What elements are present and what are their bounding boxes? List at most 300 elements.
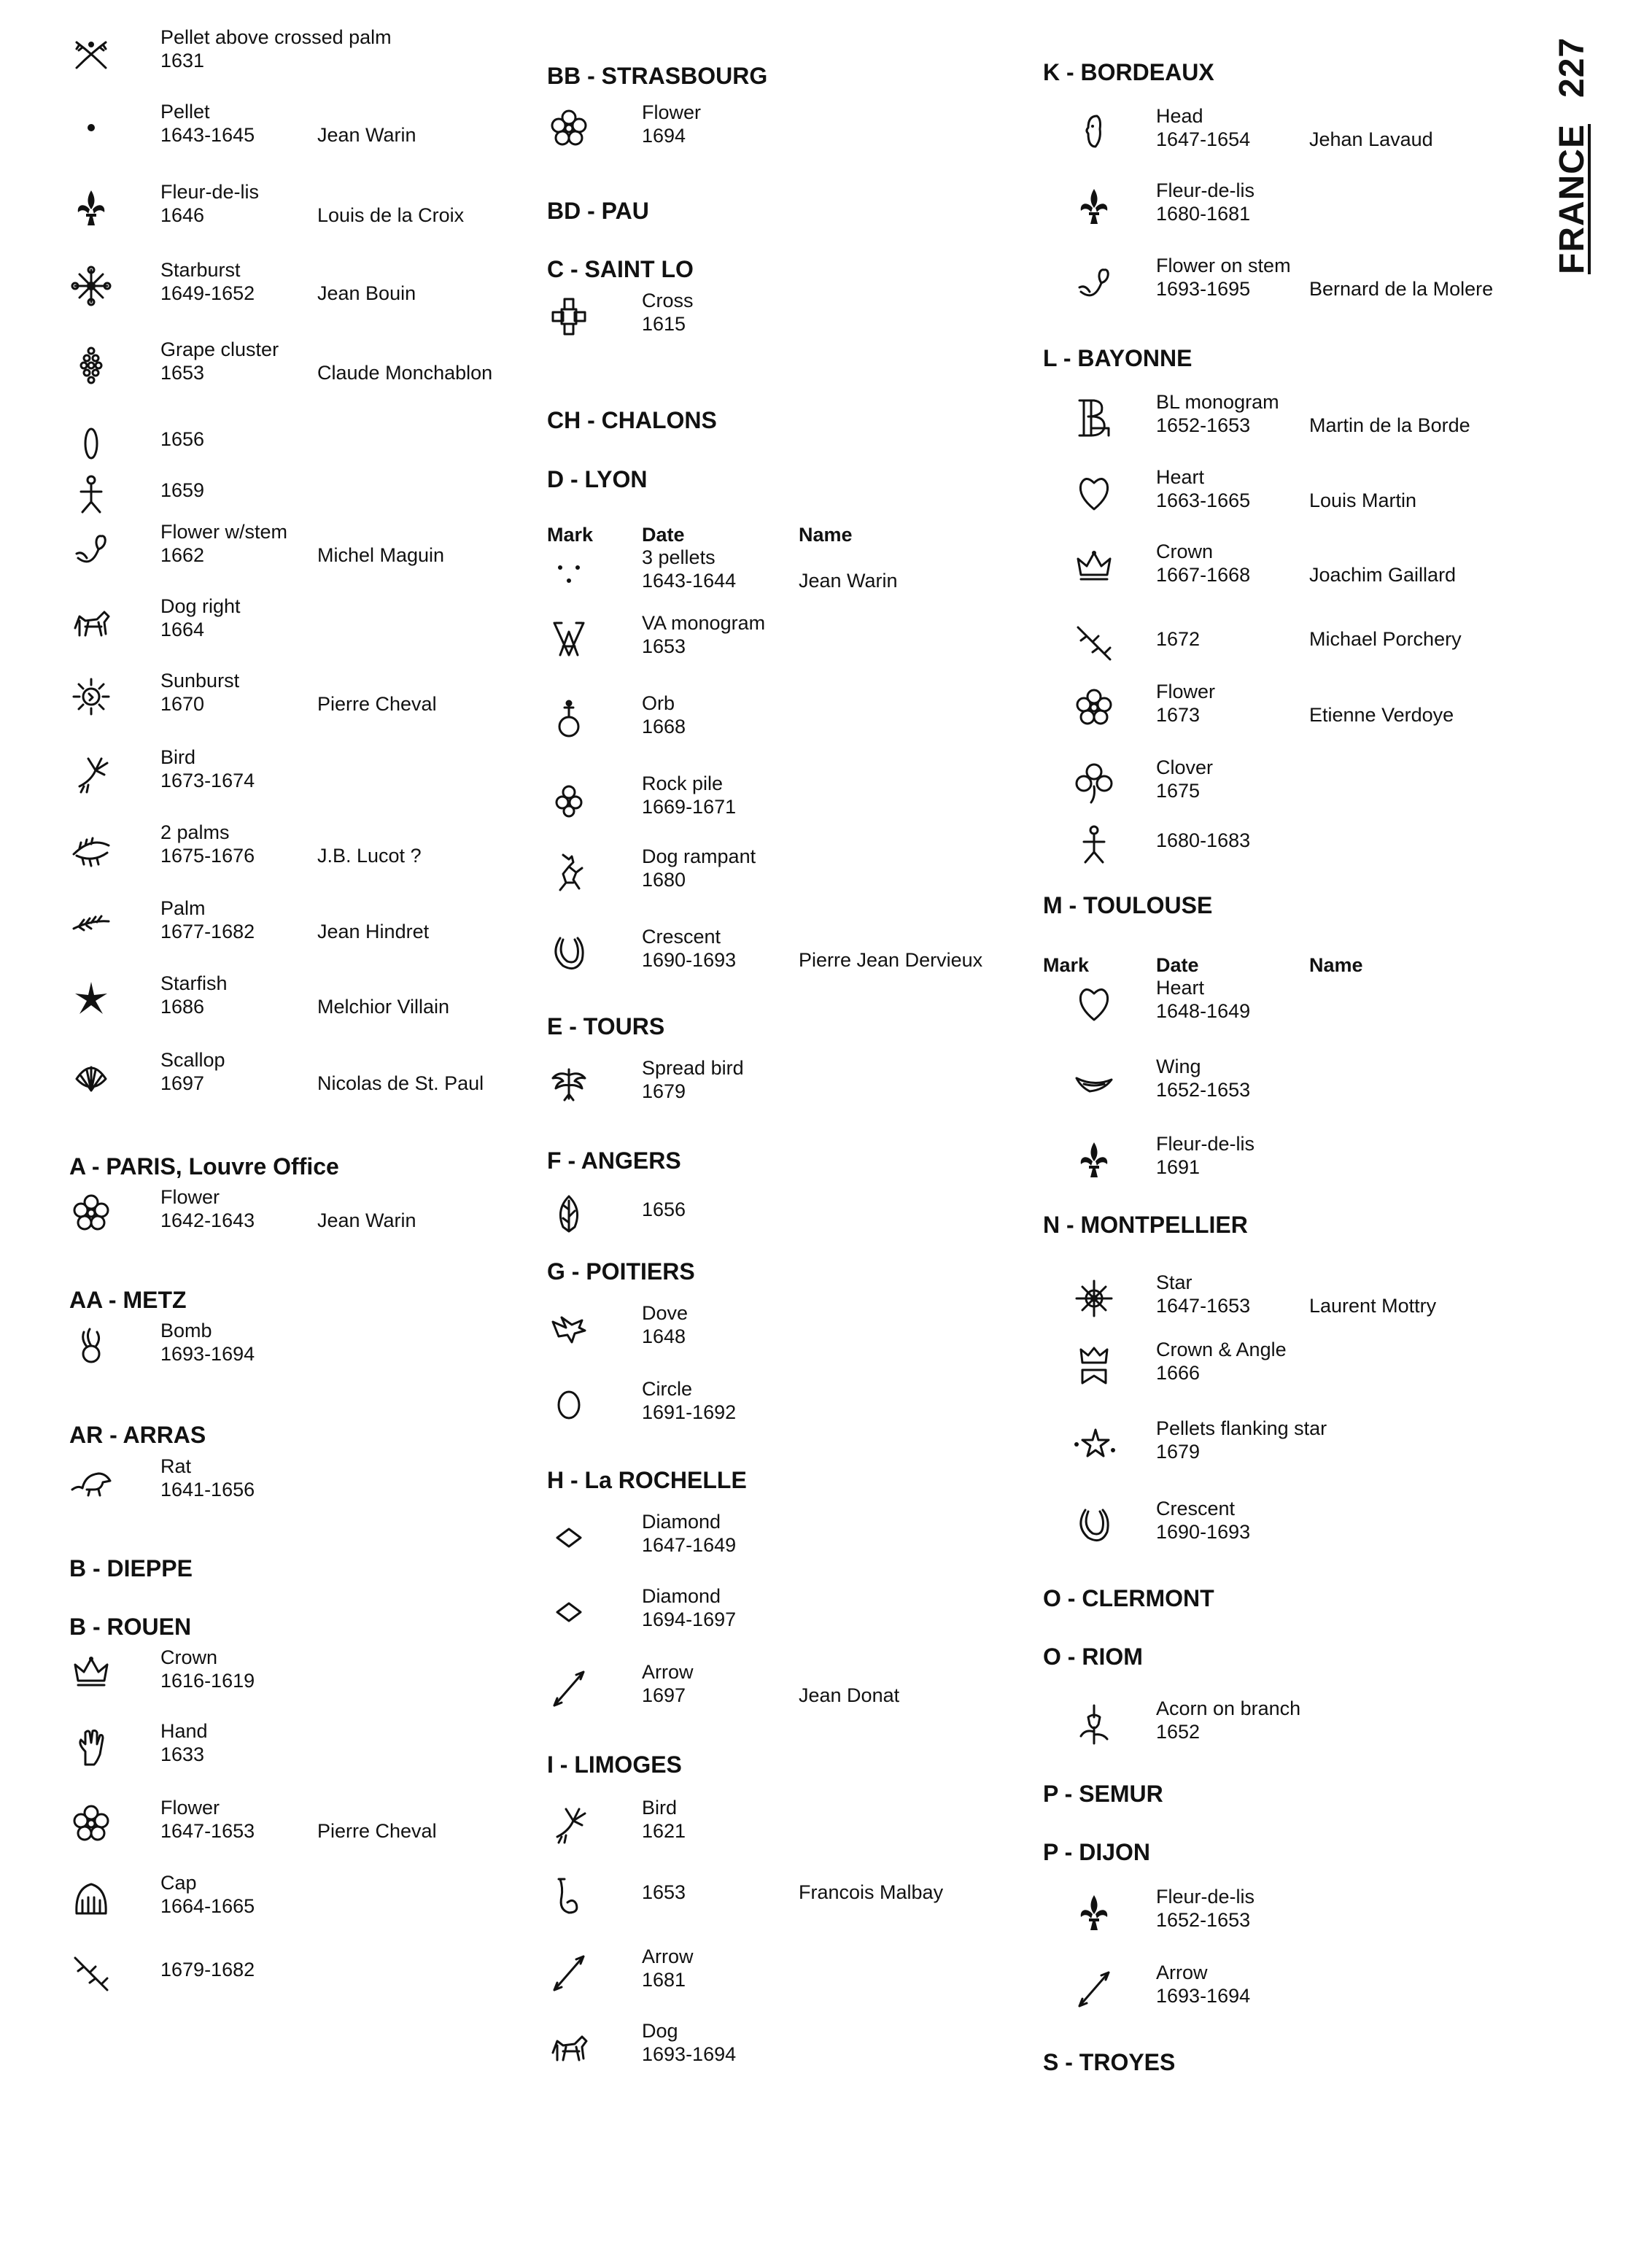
- mark-description: Fleur-de-lis: [160, 181, 260, 203]
- section-heading: H - La ROCHELLE: [547, 1467, 747, 1493]
- mint-mark-entry: [1072, 1055, 1583, 1106]
- hook-icon: [547, 1875, 591, 1919]
- mint-mark-entry: [547, 289, 1058, 340]
- mark-description: Pellet above crossed palm: [160, 26, 392, 48]
- dog-rampant-icon: [547, 851, 591, 894]
- mark-date: 1643-1645: [160, 124, 255, 146]
- arrow-icon: [1072, 1967, 1116, 2010]
- mint-mark-entry: [69, 416, 580, 467]
- star-icon: [1072, 1277, 1116, 1320]
- mint-mark-entry: [547, 611, 1058, 662]
- mark-date: 1648: [642, 1325, 686, 1347]
- column-headers: [1043, 954, 1554, 979]
- mint-mark-entry: [1072, 1132, 1583, 1183]
- bl-monogram-icon: [1072, 396, 1116, 440]
- mark-description: Crown & Angle: [1156, 1339, 1287, 1360]
- mark-date: 1668: [642, 716, 686, 737]
- section-heading: D - LYON: [547, 466, 648, 492]
- flower-icon: [69, 1802, 113, 1846]
- section-title: FRANCE: [1553, 124, 1591, 274]
- mint-mark-entry: [547, 1056, 1058, 1107]
- mintmaster-name: Pierre Cheval: [317, 1820, 437, 1842]
- mintmaster-name: Jehan Lavaud: [1309, 128, 1433, 150]
- cross-icon: [547, 295, 591, 338]
- mark-date: 1690-1693: [1156, 1521, 1251, 1543]
- mint-mark-entry: [547, 101, 1058, 152]
- mark-description: Clover: [1156, 756, 1214, 778]
- mark-date: 1694: [642, 125, 686, 147]
- branch-icon: [1072, 622, 1116, 665]
- mint-mark-entry: [69, 897, 580, 948]
- mint-mark-entry: [1072, 1271, 1583, 1322]
- mark-description: Dog rampant: [642, 845, 756, 867]
- bird-icon: [69, 751, 113, 795]
- mark-description: Flower: [160, 1797, 220, 1819]
- mint-mark-entry: [547, 1869, 1058, 1920]
- mark-description: Crescent: [642, 926, 721, 948]
- starfish-icon: [69, 977, 113, 1021]
- bomb-icon: [69, 1325, 113, 1368]
- mark-description: Fleur-de-lis: [1156, 179, 1255, 201]
- mark-date: 1652-1653: [1156, 1909, 1251, 1931]
- mark-date: 1694-1697: [642, 1608, 737, 1630]
- oval-icon: [69, 422, 113, 465]
- crown-icon: [1072, 546, 1116, 589]
- mark-date: 1663-1665: [1156, 489, 1251, 511]
- mark-description: Cap: [160, 1872, 197, 1894]
- mint-mark-entry: [1072, 1697, 1583, 1748]
- mark-date: 1680-1681: [1156, 203, 1251, 225]
- mark-description: Star: [1156, 1271, 1193, 1293]
- mark-date: 1659: [160, 479, 205, 501]
- mark-description: Palm: [160, 897, 206, 919]
- mint-mark-entry: [1072, 976, 1583, 1027]
- mintmaster-name: Pierre Cheval: [317, 693, 437, 715]
- mint-mark-entry: [547, 692, 1058, 743]
- mark-date: 1653: [642, 635, 686, 657]
- section-heading: B - ROUEN: [69, 1614, 192, 1640]
- mark-date: 1666: [1156, 1362, 1201, 1384]
- fleur-de-lis-icon: [1072, 1891, 1116, 1935]
- section-heading: G - POITIERS: [547, 1258, 695, 1285]
- flower-stem-icon: [1072, 260, 1116, 303]
- mintmaster-name: Louis Martin: [1309, 489, 1417, 511]
- mark-description: Flower w/stem: [160, 521, 288, 543]
- mark-date: 1615: [642, 313, 686, 335]
- mint-mark-entry: [547, 2019, 1058, 2070]
- mint-mark-entry: [69, 595, 580, 646]
- mark-date: 1679: [1156, 1441, 1201, 1463]
- mark-date: 1673-1674: [160, 770, 255, 791]
- mintmaster-name: Melchior Villain: [317, 996, 450, 1018]
- mintmaster-name: Etienne Verdoye: [1309, 704, 1454, 726]
- diamond-icon: [547, 1590, 591, 1634]
- mark-date: 1691-1692: [642, 1401, 737, 1423]
- mark-date: 1691: [1156, 1156, 1201, 1178]
- mint-mark-entry: [547, 925, 1058, 976]
- mintmaster-name: Jean Warin: [317, 1209, 416, 1231]
- mark-description: Spread bird: [642, 1057, 744, 1079]
- sunburst-icon: [69, 675, 113, 719]
- va-monogram-icon: [547, 617, 591, 661]
- rock-pile-icon: [547, 778, 591, 821]
- mint-mark-entry: [69, 821, 580, 872]
- mint-mark-entry: [69, 972, 580, 1023]
- mark-description: Scallop: [160, 1049, 225, 1071]
- mint-mark-entry: [547, 845, 1058, 896]
- spread-bird-icon: [547, 1062, 591, 1106]
- mint-mark-entry: [547, 1796, 1058, 1847]
- mark-description: Hand: [160, 1720, 208, 1742]
- scallop-icon: [69, 1054, 113, 1098]
- mark-date: 1616-1619: [160, 1670, 255, 1692]
- leaf-icon: [547, 1192, 591, 1236]
- mark-date: 1656: [642, 1199, 686, 1220]
- mint-mark-entry: [1072, 254, 1583, 305]
- mint-mark-entry: [69, 180, 580, 231]
- mark-date: 1693-1694: [1156, 1985, 1251, 2007]
- mark-description: Cross: [642, 290, 694, 311]
- mark-description: Flower on stem: [1156, 255, 1291, 276]
- crescent-icon: [1072, 1503, 1116, 1546]
- mark-date: 1653: [160, 362, 205, 384]
- crescent-icon: [547, 931, 591, 975]
- mark-date: 1647-1653: [160, 1820, 255, 1842]
- flower-icon: [1072, 686, 1116, 729]
- column-headers: [547, 524, 1058, 549]
- section-heading: F - ANGERS: [547, 1147, 681, 1174]
- mark-date: 1679-1682: [160, 1959, 255, 1981]
- mark-column-header: Mark: [547, 524, 594, 546]
- mint-mark-entry: [547, 772, 1058, 823]
- figure-icon: [1072, 823, 1116, 867]
- mark-description: Arrow: [1156, 1962, 1208, 1983]
- arrow-icon: [547, 1666, 591, 1710]
- mark-date: 1652: [1156, 1721, 1201, 1743]
- dog-icon: [69, 600, 113, 644]
- mark-date: 1675: [1156, 780, 1201, 802]
- section-heading: P - DIJON: [1043, 1839, 1150, 1865]
- mark-date: 1621: [642, 1820, 686, 1842]
- mark-description: Diamond: [642, 1585, 721, 1607]
- crossed-palm-icon: [69, 31, 113, 75]
- heart-icon: [1072, 471, 1116, 515]
- mark-date: 1680-1683: [1156, 829, 1251, 851]
- heart-icon: [1072, 982, 1116, 1026]
- mark-date: 1693-1695: [1156, 278, 1251, 300]
- pellet-icon: [69, 106, 113, 150]
- hand-icon: [69, 1725, 113, 1769]
- head-icon: [1072, 110, 1116, 154]
- mint-mark-entry: [1072, 680, 1583, 731]
- mint-mark-entry: [1072, 104, 1583, 155]
- mintmaster-name: Michel Maguin: [317, 544, 445, 566]
- section-heading: E - TOURS: [547, 1013, 665, 1039]
- section-heading: B - DIEPPE: [69, 1555, 193, 1581]
- mark-date: 1643-1644: [642, 570, 737, 592]
- mint-mark-entry: [1072, 1885, 1583, 1936]
- mint-mark-entry: [69, 669, 580, 720]
- mark-date: 1631: [160, 50, 205, 71]
- mark-date: 1673: [1156, 704, 1201, 726]
- section-heading: L - BAYONNE: [1043, 345, 1193, 371]
- branch-icon: [69, 1952, 113, 1996]
- mint-mark-entry: [1072, 1497, 1583, 1548]
- fleur-de-lis-icon: [69, 186, 113, 230]
- dog-icon: [547, 2025, 591, 2069]
- mint-mark-entry: [69, 520, 580, 571]
- palm-icon: [69, 902, 113, 946]
- mark-description: Flower: [642, 101, 702, 123]
- mark-date: 1697: [642, 1684, 686, 1706]
- mark-date: 1677-1682: [160, 921, 255, 942]
- diamond-icon: [547, 1516, 591, 1560]
- mark-description: Acorn on branch: [1156, 1697, 1301, 1719]
- mark-description: Diamond: [642, 1511, 721, 1533]
- mint-mark-entry: [547, 1945, 1058, 1996]
- mark-description: Grape cluster: [160, 338, 279, 360]
- mint-mark-entry: [547, 1186, 1058, 1237]
- mintmaster-name: Michael Porchery: [1309, 628, 1462, 650]
- mark-date: 1680: [642, 869, 686, 891]
- mintmaster-name: Louis de la Croix: [317, 204, 465, 226]
- mark-date: 1670: [160, 693, 205, 715]
- mark-date: 1652-1653: [1156, 1079, 1251, 1101]
- mintmaster-name: Francois Malbay: [799, 1881, 944, 1903]
- mark-date: 1647-1654: [1156, 128, 1251, 150]
- mark-date: 1672: [1156, 628, 1201, 650]
- mark-date: 1693-1694: [642, 2043, 737, 2065]
- mark-description: Fleur-de-lis: [1156, 1133, 1255, 1155]
- mint-mark-entry: [547, 546, 1058, 597]
- name-column-header: Name: [799, 524, 853, 546]
- crown-icon: [69, 1652, 113, 1695]
- palms-icon: [69, 826, 113, 870]
- mark-date: 1649-1652: [160, 282, 255, 304]
- mark-description: Bird: [160, 746, 196, 768]
- mark-date: 1667-1668: [1156, 564, 1251, 586]
- mint-mark-entry: [69, 1319, 580, 1370]
- clover-icon: [1072, 762, 1116, 805]
- mint-mark-entry: [69, 100, 580, 151]
- mintmaster-name: Pierre Jean Dervieux: [799, 949, 983, 971]
- mark-description: Wing: [1156, 1056, 1201, 1077]
- mark-date: 1647-1649: [642, 1534, 737, 1556]
- mintmaster-name: Jean Hindret: [317, 921, 430, 942]
- arrow-icon: [547, 1951, 591, 1994]
- mark-description: Rock pile: [642, 773, 724, 794]
- section-heading: I - LIMOGES: [547, 1751, 682, 1778]
- dove-icon: [547, 1307, 591, 1351]
- mint-mark-entry: [69, 26, 580, 77]
- mark-description: Starfish: [160, 972, 228, 994]
- mark-date: 1642-1643: [160, 1209, 255, 1231]
- mark-date: 1690-1693: [642, 949, 737, 971]
- mark-description: 3 pellets: [642, 546, 716, 568]
- date-column-header: Date: [1156, 954, 1199, 976]
- mark-description: Bomb: [160, 1320, 212, 1341]
- mark-description: Sunburst: [160, 670, 240, 692]
- section-heading: A - PARIS, Louvre Office: [69, 1153, 339, 1180]
- mint-mark-entry: [69, 338, 580, 389]
- circle-icon: [547, 1383, 591, 1427]
- mint-mark-entry: [1072, 756, 1583, 807]
- wing-icon: [1072, 1061, 1116, 1104]
- bird-icon: [547, 1802, 591, 1846]
- mint-mark-entry: [1072, 540, 1583, 591]
- mark-description: Fleur-de-lis: [1156, 1886, 1255, 1908]
- grape-cluster-icon: [69, 344, 113, 387]
- mark-date: 1669-1671: [642, 796, 737, 818]
- mark-description: Pellets flanking star: [1156, 1417, 1327, 1439]
- acorn-branch-icon: [1072, 1703, 1116, 1746]
- mark-column-header: Mark: [1043, 954, 1090, 976]
- mark-description: Crown: [160, 1646, 218, 1668]
- flower-icon: [547, 107, 591, 150]
- mint-mark-entry: [1072, 1338, 1583, 1389]
- mint-mark-entry: [69, 1946, 580, 1997]
- section-heading: CH - CHALONS: [547, 407, 717, 433]
- mark-date: 1664: [160, 619, 205, 640]
- mint-mark-entry: [69, 746, 580, 797]
- mint-mark-entry: [69, 467, 580, 518]
- flower-stem-icon: [69, 526, 113, 570]
- mint-mark-entry: [69, 1455, 580, 1506]
- mark-description: Arrow: [642, 1661, 694, 1683]
- rat-icon: [69, 1460, 113, 1504]
- section-heading: BD - PAU: [547, 198, 649, 224]
- section-heading: K - BORDEAUX: [1043, 59, 1214, 85]
- mintmaster-name: Bernard de la Molere: [1309, 278, 1494, 300]
- mark-date: 1662: [160, 544, 205, 566]
- mintmaster-name: Joachim Gaillard: [1309, 564, 1457, 586]
- section-heading: BB - STRASBOURG: [547, 63, 768, 89]
- mark-description: Dog right: [160, 595, 241, 617]
- mark-description: Rat: [160, 1455, 192, 1477]
- mark-date: 1675-1676: [160, 845, 255, 867]
- mark-description: 2 palms: [160, 821, 230, 843]
- mark-description: BL monogram: [1156, 391, 1279, 413]
- mark-date: 1647-1653: [1156, 1295, 1251, 1317]
- fleur-de-lis-icon: [1072, 185, 1116, 228]
- mint-mark-entry: [69, 1048, 580, 1099]
- section-heading: M - TOULOUSE: [1043, 892, 1213, 918]
- mark-date: 1686: [160, 996, 205, 1018]
- mint-mark-entry: [69, 1185, 580, 1236]
- mint-mark-entry: [1072, 616, 1583, 667]
- mint-mark-entry: [1072, 817, 1583, 868]
- flower-icon: [69, 1191, 113, 1235]
- mintmaster-name: Jean Donat: [799, 1684, 900, 1706]
- mark-date: 1652-1653: [1156, 414, 1251, 436]
- mint-mark-entry: [69, 1796, 580, 1847]
- mark-description: Heart: [1156, 977, 1205, 999]
- section-heading: AA - METZ: [69, 1287, 187, 1313]
- mark-date: 1656: [160, 428, 205, 450]
- mark-date: 1648-1649: [1156, 1000, 1251, 1022]
- mark-date: 1697: [160, 1072, 205, 1094]
- mark-description: Arrow: [642, 1945, 694, 1967]
- mark-date: 1681: [642, 1969, 686, 1991]
- mintmaster-name: Jean Bouin: [317, 282, 416, 304]
- mark-description: Flower: [1156, 681, 1216, 702]
- mint-mark-entry: [547, 1377, 1058, 1428]
- mark-date: 1679: [642, 1080, 686, 1102]
- mark-description: Pellet: [160, 101, 210, 123]
- mark-description: Crown: [1156, 541, 1214, 562]
- mark-date: 1653: [642, 1881, 686, 1903]
- mintmaster-name: Jean Warin: [317, 124, 416, 146]
- section-heading: S - TROYES: [1043, 2049, 1176, 2075]
- figure-icon: [69, 473, 113, 516]
- mint-mark-entry: [547, 1660, 1058, 1711]
- mintmaster-name: J.B. Lucot ?: [317, 845, 422, 867]
- mark-description: Dog: [642, 2020, 678, 2042]
- mint-mark-entry: [69, 1871, 580, 1922]
- mark-description: Bird: [642, 1797, 678, 1819]
- mint-mark-entry: [547, 1301, 1058, 1352]
- mint-mark-entry: [1072, 1417, 1583, 1468]
- mark-description: VA monogram: [642, 612, 766, 634]
- mark-date: 1693-1694: [160, 1343, 255, 1365]
- section-heading: N - MONTPELLIER: [1043, 1212, 1248, 1238]
- mint-mark-entry: [547, 1584, 1058, 1635]
- mark-date: 1646: [160, 204, 205, 226]
- section-heading: P - SEMUR: [1043, 1781, 1163, 1807]
- cap-icon: [69, 1877, 113, 1921]
- mint-mark-entry: [1072, 1961, 1583, 2012]
- mintmaster-name: Martin de la Borde: [1309, 414, 1470, 436]
- crown-angle-icon: [1072, 1344, 1116, 1387]
- mint-mark-entry: [1072, 179, 1583, 230]
- page-number: 227: [1553, 36, 1591, 98]
- three-pellets-icon: [547, 551, 591, 595]
- mark-description: Starburst: [160, 259, 241, 281]
- mint-mark-entry: [69, 1719, 580, 1770]
- mark-description: Crescent: [1156, 1498, 1236, 1519]
- mark-description: Dove: [642, 1302, 689, 1324]
- mintmaster-name: Jean Warin: [799, 570, 898, 592]
- mintmaster-name: Claude Monchablon: [317, 362, 493, 384]
- starburst-icon: [69, 264, 113, 308]
- section-heading: C - SAINT LO: [547, 256, 694, 282]
- date-column-header: Date: [642, 524, 685, 546]
- mint-mark-entry: [1072, 465, 1583, 516]
- mark-description: Head: [1156, 105, 1203, 127]
- mint-mark-entry: [69, 1646, 580, 1697]
- fleur-de-lis-icon: [1072, 1138, 1116, 1182]
- pellets-star-icon: [1072, 1422, 1116, 1466]
- mark-description: Flower: [160, 1186, 220, 1208]
- mark-date: 1641-1656: [160, 1479, 255, 1501]
- section-heading: AR - ARRAS: [69, 1422, 206, 1448]
- section-heading: O - CLERMONT: [1043, 1585, 1214, 1611]
- mark-date: 1633: [160, 1743, 205, 1765]
- mint-mark-entry: [69, 258, 580, 309]
- section-heading: O - RIOM: [1043, 1643, 1143, 1670]
- mint-mark-entry: [547, 1510, 1058, 1561]
- mark-description: Circle: [642, 1378, 693, 1400]
- mark-description: Heart: [1156, 466, 1205, 488]
- mintmaster-name: Nicolas de St. Paul: [317, 1072, 484, 1094]
- mint-mark-entry: [1072, 390, 1583, 441]
- name-column-header: Name: [1309, 954, 1363, 976]
- mark-date: 1664-1665: [160, 1895, 255, 1917]
- page-header: [1552, 37, 1592, 274]
- mintmaster-name: Laurent Mottry: [1309, 1295, 1437, 1317]
- mark-description: Orb: [642, 692, 675, 714]
- orb-icon: [547, 697, 591, 741]
